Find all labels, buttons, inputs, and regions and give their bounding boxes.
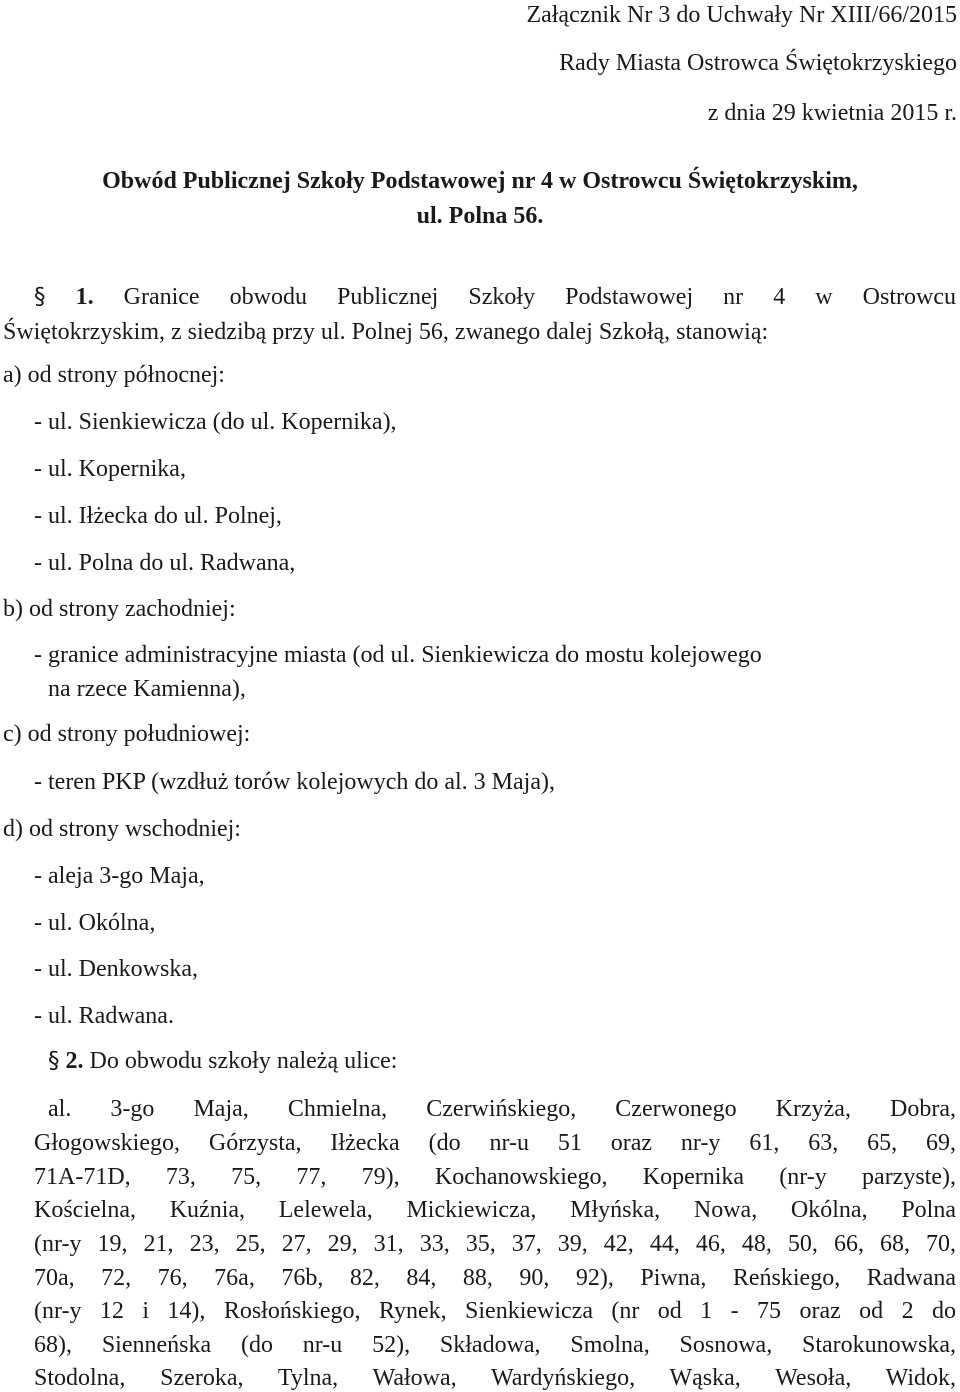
section-1-number: 1. [75,284,94,310]
streets-line-7: (nr-y 12 i 14), Rosłońskiego, Rynek, Sienkiewicza (nr od 1 - 75 oraz od 2 do [34,1298,956,1324]
east-street-1: - aleja 3-go Maja, [34,863,205,889]
west-boundary-line1: - granice administracyjne miasta (od ul. Sienkiewicza do mostu kolejowego [34,642,762,668]
streets-line-2: Głogowskiego, Górzysta, Iłżecka (do nr-u 51 oraz nr-y 61, 63, 65, 69, [34,1130,956,1156]
east-street-2: - ul. Okólna, [34,910,156,936]
streets-line-1: al. 3-go Maja, Chmielna, Czerwińskiego, Czerwonego Krzyża, Dobra, [48,1096,956,1122]
north-street-2: - ul. Kopernika, [34,456,186,482]
south-boundary: - teren PKP (wzdłuż torów kolejowych do al. 3 Maja), [34,769,555,795]
streets-line-8: 68), Sienneńska (do nr-u 52), Składowa, Smolna, Sosnowa, Starokunowska, [34,1332,956,1358]
north-street-1: - ul. Sienkiewicza (do ul. Kopernika), [34,409,397,435]
section-2-heading-text: Do obwodu szkoły należą ulice: [89,1048,398,1074]
east-heading: d) od strony wschodniej: [3,816,241,842]
east-street-3: - ul. Denkowska, [34,956,198,982]
resolution-date: z dnia 29 kwietnia 2015 r. [707,100,957,126]
document-title: Obwód Publicznej Szkoły Podstawowej nr 4 w Ostrowcu Świętokrzyskim, [102,168,858,194]
north-street-4: - ul. Polna do ul. Radwana, [34,550,296,576]
section-1-intro-line1: Granice obwodu Publicznej Szkoły Podstawowej nr 4 w Ostrowcu [123,284,957,310]
west-heading: b) od strony zachodniej: [3,596,236,622]
section-2-number: 2. [65,1048,84,1074]
section-1-intro [34,285,956,309]
section-sign: § [34,284,46,310]
streets-line-9: Stodolna, Szeroka, Tylna, Wałowa, Wardyńskiego, Wąska, Wesoła, Widok, [34,1365,956,1391]
north-heading: a) od strony północnej: [3,362,225,388]
streets-line-5: (nr-y 19, 21, 23, 25, 27, 29, 31, 33, 35, 37, 39, 42, 44, 46, 48, 50, 66, 68, 70, [34,1231,956,1257]
section-1-intro-line2: Świętokrzyskim, z siedzibą przy ul. Polnej 56, zwanego dalej Szkołą, stanowią: [3,319,769,345]
section-2-heading [48,1049,397,1073]
south-heading: c) od strony południowej: [3,721,251,747]
east-street-4: - ul. Radwana. [34,1003,174,1029]
document-title-address: ul. Polna 56. [416,203,544,229]
attachment-number: Załącznik Nr 3 do Uchwały Nr XIII/66/2015 [526,2,957,28]
streets-line-4: Kościelna, Kuźnia, Lelewela, Mickiewicza, Młyńska, Nowa, Okólna, Polna [34,1197,956,1223]
section-sign: § [48,1048,60,1074]
north-street-3: - ul. Iłżecka do ul. Polnej, [34,503,282,529]
west-boundary-line2: na rzece Kamienna), [48,676,246,702]
council-name: Rady Miasta Ostrowca Świętokrzyskiego [559,50,957,76]
streets-line-3: 71A-71D, 73, 75, 77, 79), Kochanowskiego, Kopernika (nr-y parzyste), [34,1164,956,1190]
streets-line-6: 70a, 72, 76, 76a, 76b, 82, 84, 88, 90, 92), Piwna, Reńskiego, Radwana [34,1265,956,1291]
